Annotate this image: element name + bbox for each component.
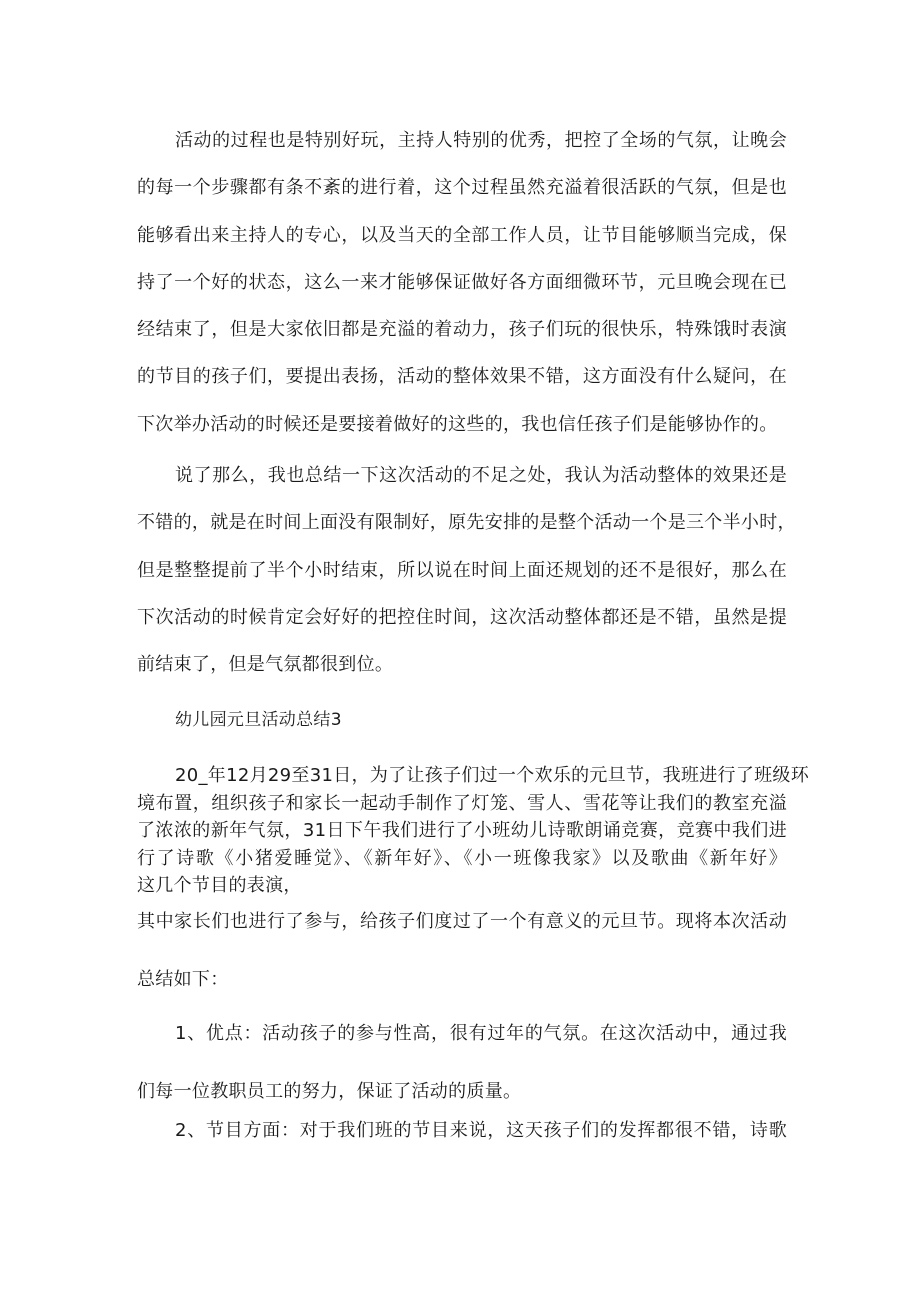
section-heading: 幼儿园元旦活动总结3 <box>175 710 342 730</box>
paragraph-activity-process <box>137 117 787 448</box>
text-line: 2、节目方面：对于我们班的节目来说，这天孩子们的发挥都很不错，诗歌 <box>175 1120 787 1141</box>
text-line: 行了诗歌《小猪爱睡觉》、《新年好》、《小一班像我家》以及歌曲《新年好》 <box>137 847 787 869</box>
text-line: 下次活动的时候肯定会好好的把控住时间，这次活动整体都还是不错，虽然是提 <box>137 606 787 628</box>
text-line: 们每一位教职员工的努力，保证了活动的质量。 <box>137 1081 522 1102</box>
paragraph-new-year-activities <box>137 762 810 900</box>
text-line: 持了一个好的状态，这么一来才能够保证做好各方面细微环节，元旦晚会现在已 <box>137 271 787 293</box>
text-line: 这几个节目的表演， <box>137 875 302 896</box>
text-line: 不错的，就是在时间上面没有限制好，原先安排的是整个活动一个是三个半小时， <box>137 512 796 534</box>
text-line: 说了那么，我也总结一下这次活动的不足之处，我认为活动整体的效果还是 <box>175 465 787 486</box>
paragraph-program <box>137 1116 787 1146</box>
text-line: 20_年12月29至31日，为了让孩子们过一个欢乐的元旦节，我班进行了班级环 <box>175 765 810 786</box>
text-line: 经结束了，但是大家依旧都是充溢的着动力，孩子们玩的很快乐，特殊饿时表演 <box>137 319 787 341</box>
text-line: 的节目的孩子们，要提出表扬，活动的整体效果不错，这方面没有什么疑问，在 <box>137 366 787 388</box>
text-line: 1、优点：活动孩子的参与性高，很有过年的气氛。在这次活动中，通过我 <box>175 1023 787 1044</box>
text-line: 了浓浓的新年气氛，31日下午我们进行了小班幼儿诗歌朗诵竞赛，竞赛中我们进 <box>137 820 787 841</box>
text-line: 能够看出来主持人的专心，以及当天的全部工作人员，让节目能够顺当完成，保 <box>137 224 787 246</box>
text-line: 前结束了，但是气氛都很到位。 <box>137 654 394 676</box>
text-line: 其中家长们也进行了参与，给孩子们度过了一个有意义的元旦节。现将本次活动 <box>137 911 787 932</box>
text-line: 下次举办活动的时候还是要接着做好的这些的，我也信任孩子们是能够协作的。 <box>137 413 778 435</box>
paragraph-summary-intro <box>137 893 787 1009</box>
paragraph-advantages <box>137 1005 787 1121</box>
paragraph-shortcomings <box>137 452 796 688</box>
text-line: 境布置，组织孩子和家长一起动手制作了灯笼、雪人、雪花等让我们的教室充溢 <box>137 792 787 814</box>
text-line: 的每一个步骤都有条不紊的进行着，这个过程虽然充溢着很活跃的气氛，但是也 <box>137 177 787 199</box>
text-line: 总结如下： <box>137 969 229 990</box>
text-line: 但是整整提前了半个小时结束，所以说在时间上面还规划的还不是很好，那么在 <box>137 559 787 581</box>
text-line: 活动的过程也是特别好玩，主持人特别的优秀，把控了全场的气氛，让晚会 <box>175 130 787 151</box>
